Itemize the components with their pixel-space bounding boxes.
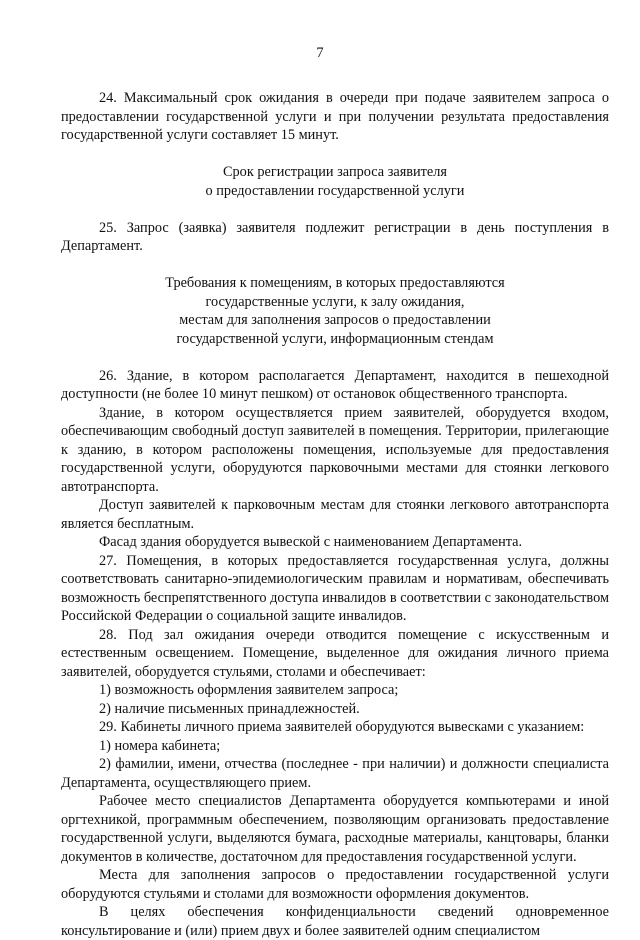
section-heading xyxy=(61,274,609,348)
paragraph: 28. Под зал ожидания очереди отводится помещение с искусственным и естественным освещением. Помещение, выделенное для ожидания личного приема заявителей, оборудуется стульями, столами и обеспечивает: xyxy=(61,626,609,680)
paragraph: 1) возможность оформления заявителем запроса; xyxy=(99,682,399,698)
section-heading xyxy=(61,163,609,200)
section-gap xyxy=(61,200,609,219)
heading-line: государственные услуги, к залу ожидания, xyxy=(205,293,465,310)
paragraph: 2) фамилии, имени, отчества (последнее - при наличии) и должности специалиста Департамента, осуществляющего прием. xyxy=(61,756,609,791)
heading-line: о предоставлении государственной услуги xyxy=(205,182,465,199)
paragraph: Места для заполнения запросов о предоставлении государственной услуги оборудуются стульями и столами для возможности оформления документов. xyxy=(61,867,609,902)
paragraph: 2) наличие письменных принадлежностей. xyxy=(99,700,360,717)
paragraph: 1) номера кабинета; xyxy=(99,737,221,754)
paragraph: Рабочее место специалистов Департамента оборудуется компьютерами и иной оргтехникой, программным обеспечением, позволяющим организовать предоставление государственной услуги, выделяются бумага, расходные материалы, канцтовары, бланки документов в количестве, достаточном для предоставления государственной услуги. xyxy=(61,793,609,865)
page-number: 7 xyxy=(316,45,324,61)
paragraph: Доступ заявителей к парковочным местам для стоянки легкового автотранспорта является бесплатным. xyxy=(61,497,609,532)
section-gap xyxy=(61,145,609,164)
section-gap xyxy=(61,256,609,275)
heading-line: местам для заполнения запросов о предоставлении xyxy=(179,312,491,328)
paragraph: В целях обеспечения конфиденциальности сведений одновременное консультирование и (или) прием двух и более заявителей одним специалистом xyxy=(61,904,609,939)
paragraph: 27. Помещения, в которых предоставляется государственная услуга, должны соответствовать санитарно-эпидемиологическим правилам и нормативам, обеспечивать возможность беспрепятственного доступа инвалидов в соответствии с законодательством Российской Федерации о социальной защите инвалидов. xyxy=(61,552,609,624)
heading-line: государственной услуги, информационным стендам xyxy=(176,330,494,347)
paragraph: Здание, в котором осуществляется прием заявителей, оборудуется входом, обеспечивающим свободный доступ заявителей в помещения. Территории, прилегающие к зданию, в котором расположены помещения, используемые для предоставления государственной услуги, оборудуются парковочными местами для стоянки легкового автотранспорта. xyxy=(61,404,609,495)
document-body xyxy=(61,89,609,940)
paragraph: Фасад здания оборудуется вывеской с наименованием Департамента. xyxy=(99,534,523,550)
paragraph: 25. Запрос (заявка) заявителя подлежит регистрации в день поступления в Департамент. xyxy=(61,219,609,254)
heading-line: Срок регистрации запроса заявителя xyxy=(223,164,447,180)
paragraph: 24. Максимальный срок ожидания в очереди при подаче заявителем запроса о предоставлении государственной услуги и при получении результата предоставления государственной услуги составляет 15 минут. xyxy=(61,90,609,143)
section-gap xyxy=(61,348,609,367)
heading-line: Требования к помещениям, в которых предоставляются xyxy=(165,275,505,291)
paragraph: 29. Кабинеты личного приема заявителей оборудуются вывесками с указанием: xyxy=(99,719,585,735)
paragraph: 26. Здание, в котором располагается Департамент, находится в пешеходной доступности (не более 10 минут пешком) от остановок общественного транспорта. xyxy=(61,367,609,402)
